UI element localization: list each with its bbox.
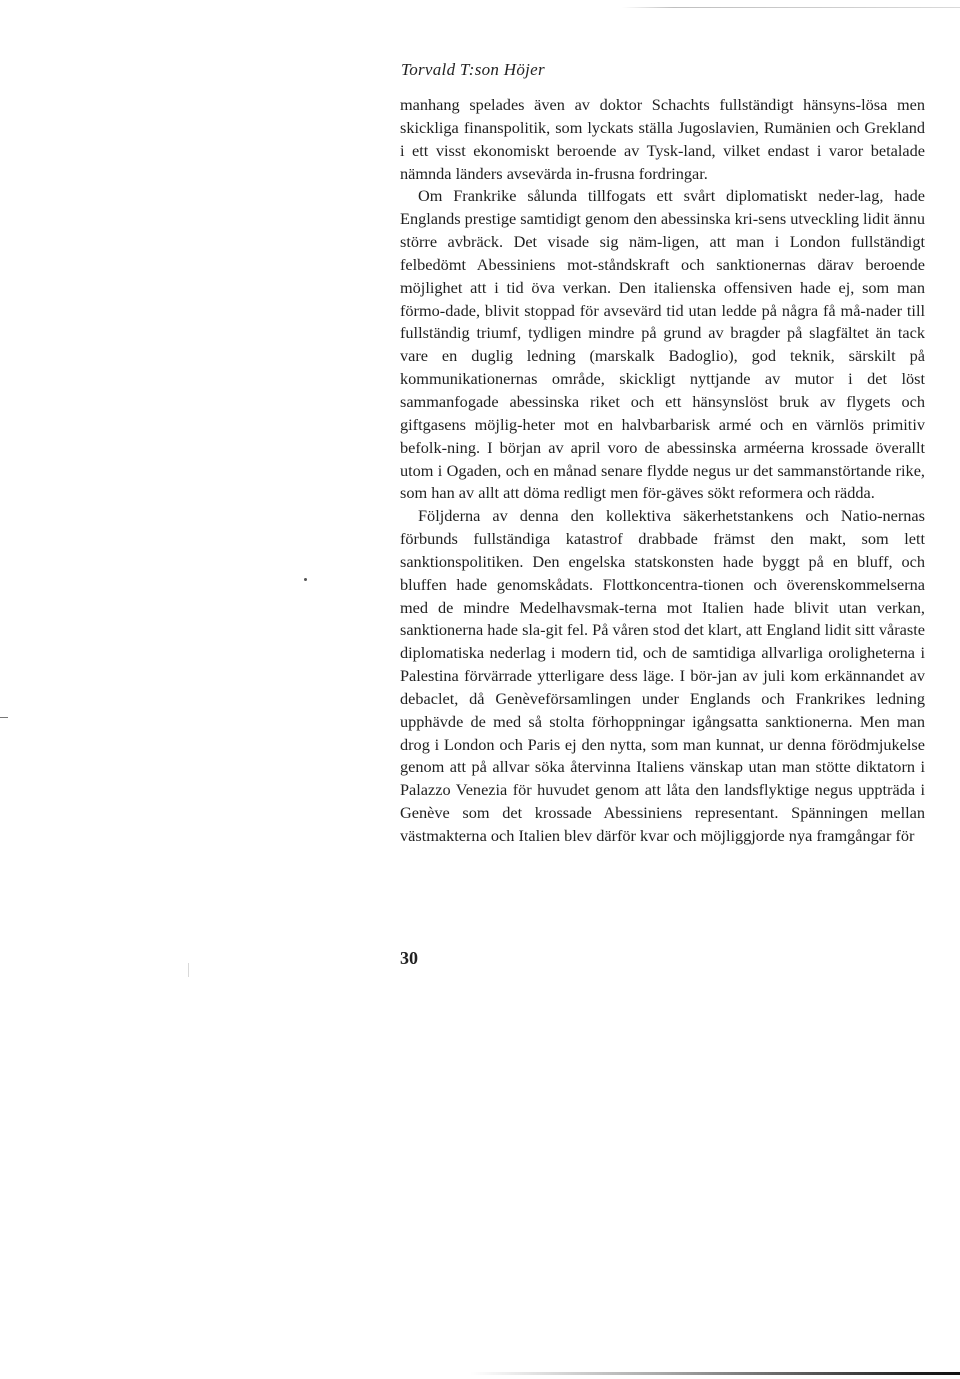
- page-number: 30: [400, 948, 418, 968]
- scan-speck: [304, 578, 307, 581]
- paragraph-3: Följderna av denna den kollektiva säkerhetstankens och Natio-nernas förbunds fullständiga katastrof drabbade främst den makt, som lett sanktionspolitiken. Den engelska statskonsten hade byggt på en bluff, och bluffen hade genomskådats. Flottkoncentra-tionen och överenskommelserna med de mindre Medelhavsmak-terna mot Italien hade blivit utan verkan, sanktionerna hade sla-git fel. På våren stod det klart, att England lidit sitt våraste diplomatiska nederlag i modern tid, och de samtidiga allvarliga oroligheterna i Palestina förvärrade ytterligare dess läge. I bör-jan av juli kom erkännandet av debaclet, då Genèveförsamlingen under Englands och Frankrikes ledning upphävde de med så stolta förhoppningar igångsatta sanktionerna. Men man drog i London och Paris ej den nytta, som man kunnat, ur denna förödmjukelse genom att på allvar söka återvinna Italiens vänskap utan man stötte diktatorn i Palazzo Venezia för huvudet genom att låta den landsflyktige negus uppträda i Genève som det krossade Abessiniens representant. Spänningen mellan västmakterna och Italien blev därför kvar och möjliggjorde nya framgångar för: [400, 506, 925, 845]
- scan-edge-line: [622, 7, 960, 8]
- scan-bottom-edge: [470, 1372, 960, 1375]
- scan-edge-mark: [0, 717, 8, 718]
- paragraph-2: Om Frankrike sålunda tillfogats ett svårt diplomatiskt neder-lag, hade Englands prestige samtidigt genom den abessinska kri-sens utveckling lidit ännu större avbräck. Det visade sig näm-ligen, att man i London fullständigt felbedömt Abessiniens mot-ståndskraft och sanktionernas därav beroende möjlighet att i tid öva verkan. Den italienska offensiven hade ej, som man förmo-dade, blivit stoppad för avsevärd tid utan ledde på några få må-nader till fullständig triumf, tydligen mindre på grund av bragder på slagfältet än tack vare en duglig ledning (marskalk Badoglio), god teknik, särskilt på kommunikationernas område, skickligt nyttjande av mutor i det löst sammanfogade abessinska riket och ett hänsynslöst bruk av flygets och giftgasens möjlig-heter mot en halvbarbarisk armé och en värnlös primitiv befolk-ning. I början av april voro de abessinska arméerna krossade överallt utom i Ogaden, och en månad senare flydde negus ur det sammanstörtande rike, som han av allt att döma redligt men för-gäves sökt reformera och rädda.: [400, 186, 925, 503]
- scan-faint-mark: [188, 963, 189, 977]
- paragraph-1: manhang spelades även av doktor Schachts fullständigt hänsyns-lösa men skickliga finanspolitik, som lyckats ställa Jugoslavien, Rumänien och Grekland i ett visst ekonomiskt beroende av Tysk-land, vilket endast i varor betalade nämnda länders avsevärda in-frusna fordringar.: [400, 95, 925, 183]
- body-text: [400, 94, 925, 848]
- running-head-author: Torvald T:son Höjer: [401, 60, 545, 79]
